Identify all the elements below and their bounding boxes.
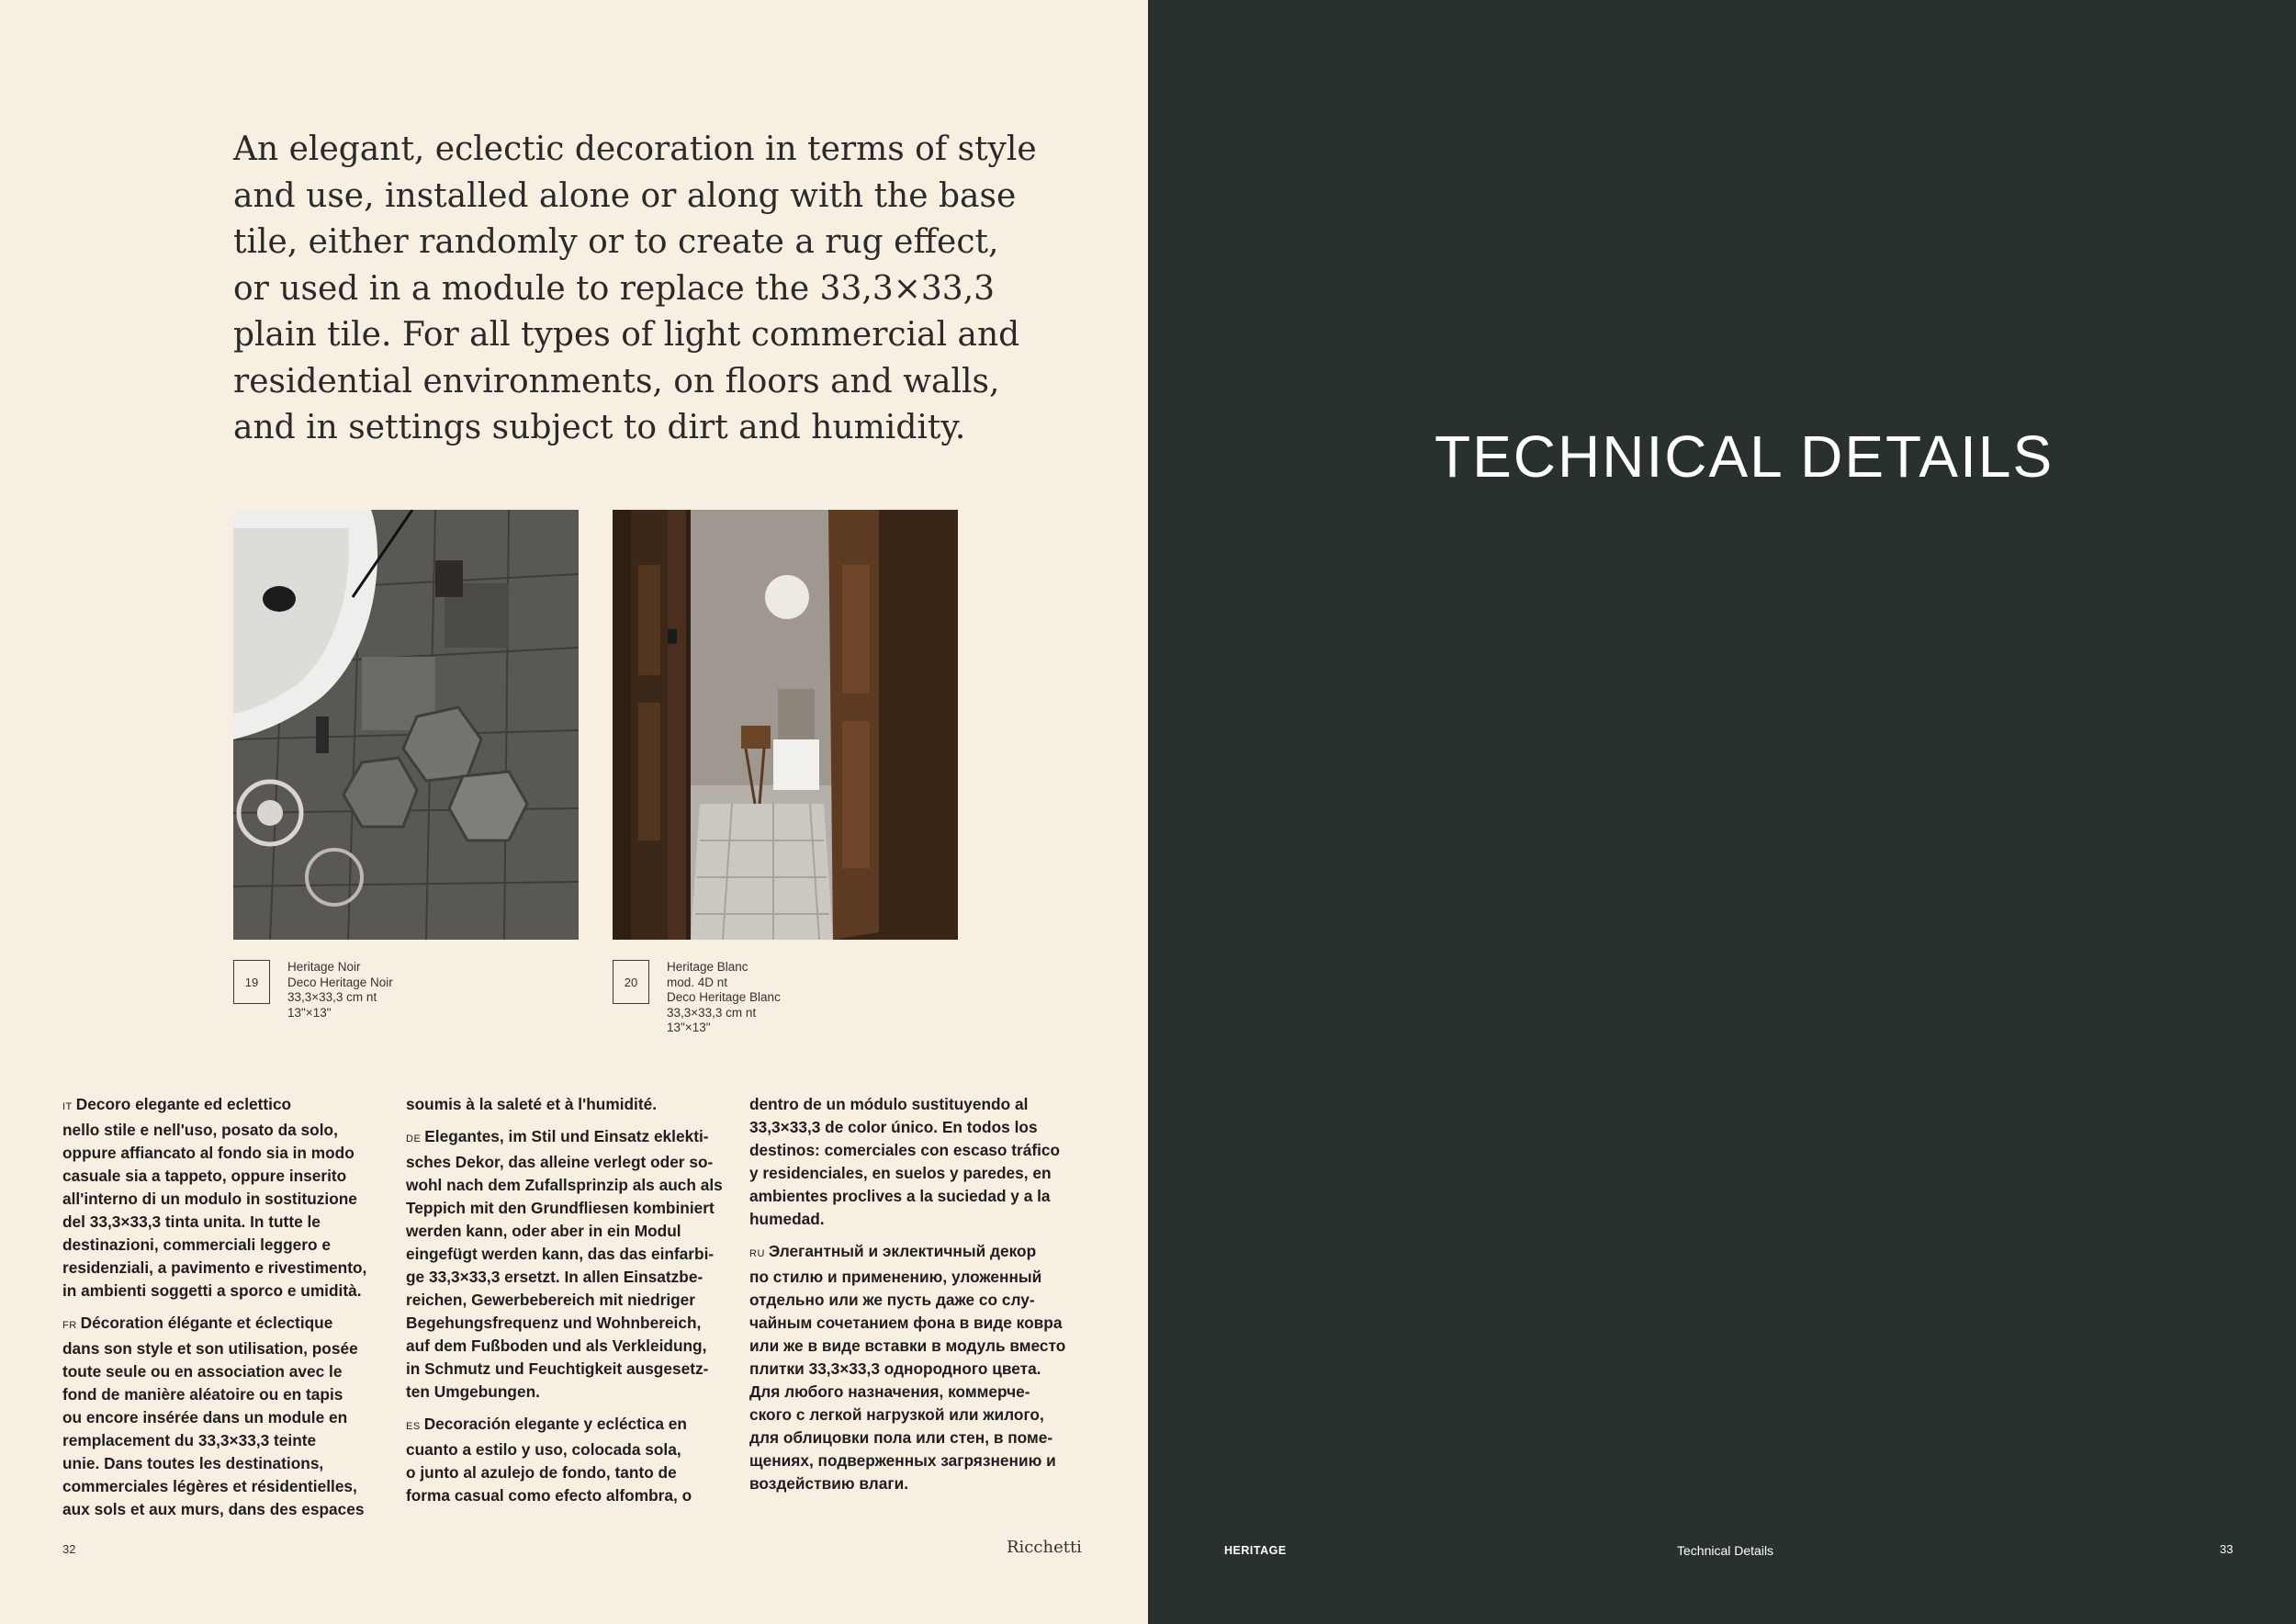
intro-line: plain tile. For all types of light commercial and: [233, 316, 1020, 354]
footer-series: HERITAGE: [1224, 1544, 1287, 1557]
paragraph-fr-continued: [406, 1093, 723, 1116]
text-line: Begehungsfrequenz und Wohnbereich,: [406, 1314, 702, 1332]
text-line: del 33,3×33,3 tinta unita. In tutte le: [62, 1212, 321, 1231]
caption-number: 20: [613, 960, 649, 1004]
photo-heritage-blanc: [613, 510, 958, 940]
intro-line: and use, installed alone or along with the base: [233, 176, 1017, 215]
text-line: по стилю и применению, уложенный: [749, 1268, 1042, 1286]
caption-heritage-blanc: [667, 960, 781, 1036]
caption-heritage-noir: [287, 960, 393, 1021]
caption-line: Deco Heritage Blanc: [667, 990, 781, 1004]
text-line: commerciales légères et résidentielles,: [62, 1477, 357, 1495]
text-line: destinos: comerciales con escaso tráfico: [749, 1141, 1061, 1159]
intro-line: tile, either randomly or to create a rug effect,: [233, 223, 999, 261]
caption-line: 33,3×33,3 cm nt: [667, 1005, 757, 1020]
paragraph-es-continued: [749, 1093, 1066, 1231]
page-number-left: 32: [62, 1542, 76, 1556]
paragraph-ru: [749, 1240, 1066, 1495]
brand-logo: Ricchetti: [1007, 1538, 1082, 1557]
caption-line: mod. 4D nt: [667, 975, 728, 989]
text-line: отдельно или же пусть даже со слу-: [749, 1291, 1035, 1309]
text-line: eingefügt werden kann, das das einfarbi-: [406, 1245, 715, 1263]
photo-heritage-noir: [233, 510, 579, 940]
text-line: 33,3×33,3 de color único. En todos los: [749, 1118, 1038, 1136]
text-line: y residenciales, en suelos y paredes, en: [749, 1164, 1052, 1182]
text-line: Decoración elegante y ecléctica en: [423, 1415, 687, 1433]
text-line: reichen, Gewerbebereich mit niedriger: [406, 1291, 696, 1309]
text-line: in ambienti soggetti a sporco e umidità.: [62, 1281, 362, 1300]
text-line: Decoro elegante ed eclettico: [75, 1095, 292, 1113]
text-line: dentro de un módulo sustituyendo al: [749, 1095, 1029, 1113]
text-line: o junto al azulejo de fondo, tanto de: [406, 1463, 677, 1482]
text-line: all'interno di un modulo in sostituzione: [62, 1190, 357, 1208]
text-line: ge 33,3×33,3 ersetzt. In allen Einsatzbe-: [406, 1268, 703, 1286]
text-line: Элегантный и эклектичный декор: [768, 1242, 1037, 1260]
page-number-right: 33: [2220, 1542, 2234, 1556]
text-line: destinazioni, commerciali leggero e: [62, 1235, 331, 1254]
paragraph-de: [406, 1125, 723, 1404]
intro-paragraph: [233, 127, 1037, 452]
text-line: чайным сочетанием фона в виде ковра: [749, 1314, 1063, 1332]
text-column-2: [406, 1093, 723, 1517]
text-line: in Schmutz und Feuchtigkeit ausgesetz-: [406, 1359, 709, 1378]
text-line: dans son style et son utilisation, posée: [62, 1339, 358, 1358]
text-line: Décoration élégante et éclectique: [80, 1314, 333, 1332]
caption-line: 13"×13": [287, 1005, 332, 1020]
text-line: unie. Dans toutes les destinations,: [62, 1454, 324, 1472]
text-line: плитки 33,3×33,3 однородного цвета.: [749, 1359, 1041, 1378]
text-line: ten Umgebungen.: [406, 1382, 540, 1401]
text-line: oppure affiancato al fondo sia in modo: [62, 1144, 355, 1162]
text-line: werden kann, oder aber in ein Modul: [406, 1222, 681, 1240]
text-line: casuale sia a tappeto, oppure inserito: [62, 1167, 347, 1185]
text-line: remplacement du 33,3×33,3 teinte: [62, 1431, 317, 1449]
lang-tag-fr: FR: [62, 1320, 77, 1331]
text-line: ambientes proclives a la suciedad y a la: [749, 1187, 1051, 1205]
lang-tag-it: IT: [62, 1101, 73, 1112]
text-line: sches Dekor, das alleine verlegt oder so-: [406, 1153, 714, 1171]
caption-line: 33,3×33,3 cm nt: [287, 990, 377, 1004]
text-line: cuanto a estilo y uso, colocada sola,: [406, 1440, 681, 1459]
caption-line: Heritage Noir: [287, 960, 361, 974]
text-line: Teppich mit den Grundfliesen kombiniert: [406, 1199, 715, 1217]
intro-line: residential environments, on floors and walls,: [233, 362, 1000, 400]
paragraph-es: [406, 1413, 723, 1507]
intro-line: or used in a module to replace the 33,3×33,3: [233, 269, 996, 308]
text-line: wohl nach dem Zufallsprinzip als auch als: [406, 1176, 723, 1194]
text-line: residenziali, a pavimento e rivestimento,: [62, 1258, 367, 1277]
text-line: Elegantes, im Stil und Einsatz eklekti-: [424, 1127, 709, 1145]
text-line: или же в виде вставки в модуль вместо: [749, 1336, 1066, 1355]
text-line: nello stile e nell'uso, posato da solo,: [62, 1121, 338, 1139]
text-line: воздействию влаги.: [749, 1474, 909, 1493]
caption-line: Deco Heritage Noir: [287, 975, 393, 989]
intro-line: An elegant, eclectic decoration in terms of style: [233, 130, 1037, 168]
text-line: auf dem Fußboden und als Verkleidung,: [406, 1336, 707, 1355]
footer-section: Technical Details: [1677, 1543, 1774, 1558]
text-line: toute seule ou en association avec le: [62, 1362, 343, 1381]
text-line: aux sols et aux murs, dans des espaces: [62, 1500, 365, 1518]
lang-tag-de: DE: [406, 1133, 422, 1145]
caption-line: 13"×13": [667, 1021, 711, 1034]
text-column-3: [749, 1093, 1066, 1505]
text-line: Для любого назначения, коммерче-: [749, 1382, 1030, 1401]
text-line: soumis à la saleté et à l'humidité.: [406, 1095, 658, 1113]
right-page: [1148, 0, 2296, 1624]
text-line: humedad.: [749, 1210, 825, 1228]
lang-tag-es: ES: [406, 1421, 421, 1432]
caption-line: Heritage Blanc: [667, 960, 748, 974]
lang-tag-ru: RU: [749, 1248, 765, 1259]
paragraph-fr: [62, 1312, 379, 1521]
caption-number: 19: [233, 960, 270, 1004]
paragraph-it: [62, 1093, 379, 1303]
text-line: для облицовки пола или стен, в поме-: [749, 1428, 1053, 1447]
intro-line: and in settings subject to dirt and humidity.: [233, 409, 966, 446]
text-line: fond de manière aléatoire ou en tapis: [62, 1385, 343, 1404]
text-line: ского с легкой нагрузкой или жилого,: [749, 1405, 1044, 1424]
text-line: щениях, подверженных загрязнению и: [749, 1451, 1056, 1470]
text-line: forma casual como efecto alfombra, o: [406, 1486, 692, 1505]
section-title: TECHNICAL DETAILS: [1435, 423, 2054, 490]
text-line: ou encore insérée dans un module en: [62, 1408, 348, 1427]
text-column-1: [62, 1093, 379, 1530]
